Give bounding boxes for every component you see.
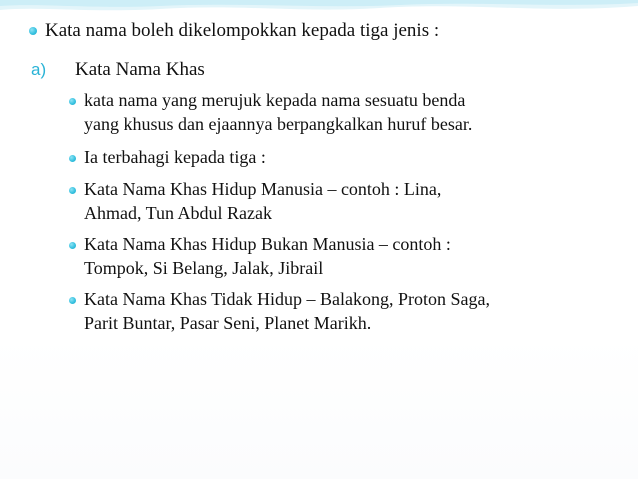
bullet-icon	[69, 155, 76, 162]
bullet-line: Kata Nama Khas Hidup Bukan Manusia – contoh :	[84, 234, 451, 254]
bullet-line: Parit Buntar, Pasar Seni, Planet Marikh.	[84, 313, 372, 333]
bullet-line: Ahmad, Tun Abdul Razak	[84, 203, 273, 223]
bullet-line: kata nama yang merujuk kepada nama sesuatu benda	[84, 90, 466, 110]
bullet-line: Ia terbahagi kepada tiga :	[84, 147, 266, 167]
bullet-icon	[29, 27, 37, 35]
section-title: Kata Nama Khas	[75, 59, 205, 80]
bullet-line: Kata Nama Khas Hidup Manusia – contoh : Lina,	[84, 179, 442, 199]
bullet-line: Kata Nama Khas Tidak Hidup – Balakong, Proton Saga,	[84, 289, 490, 309]
bullet-icon	[69, 98, 76, 105]
slide-heading: Kata nama boleh dikelompokkan kepada tiga jenis :	[45, 20, 440, 41]
bullet-icon	[69, 187, 76, 194]
section-marker: a)	[31, 60, 47, 79]
bullet-icon	[69, 242, 76, 249]
bullet-line: Tompok, Si Belang, Jalak, Jibrail	[84, 258, 324, 278]
bullet-icon	[69, 297, 76, 304]
bullet-line: yang khusus dan ejaannya berpangkalkan huruf besar.	[84, 114, 473, 134]
